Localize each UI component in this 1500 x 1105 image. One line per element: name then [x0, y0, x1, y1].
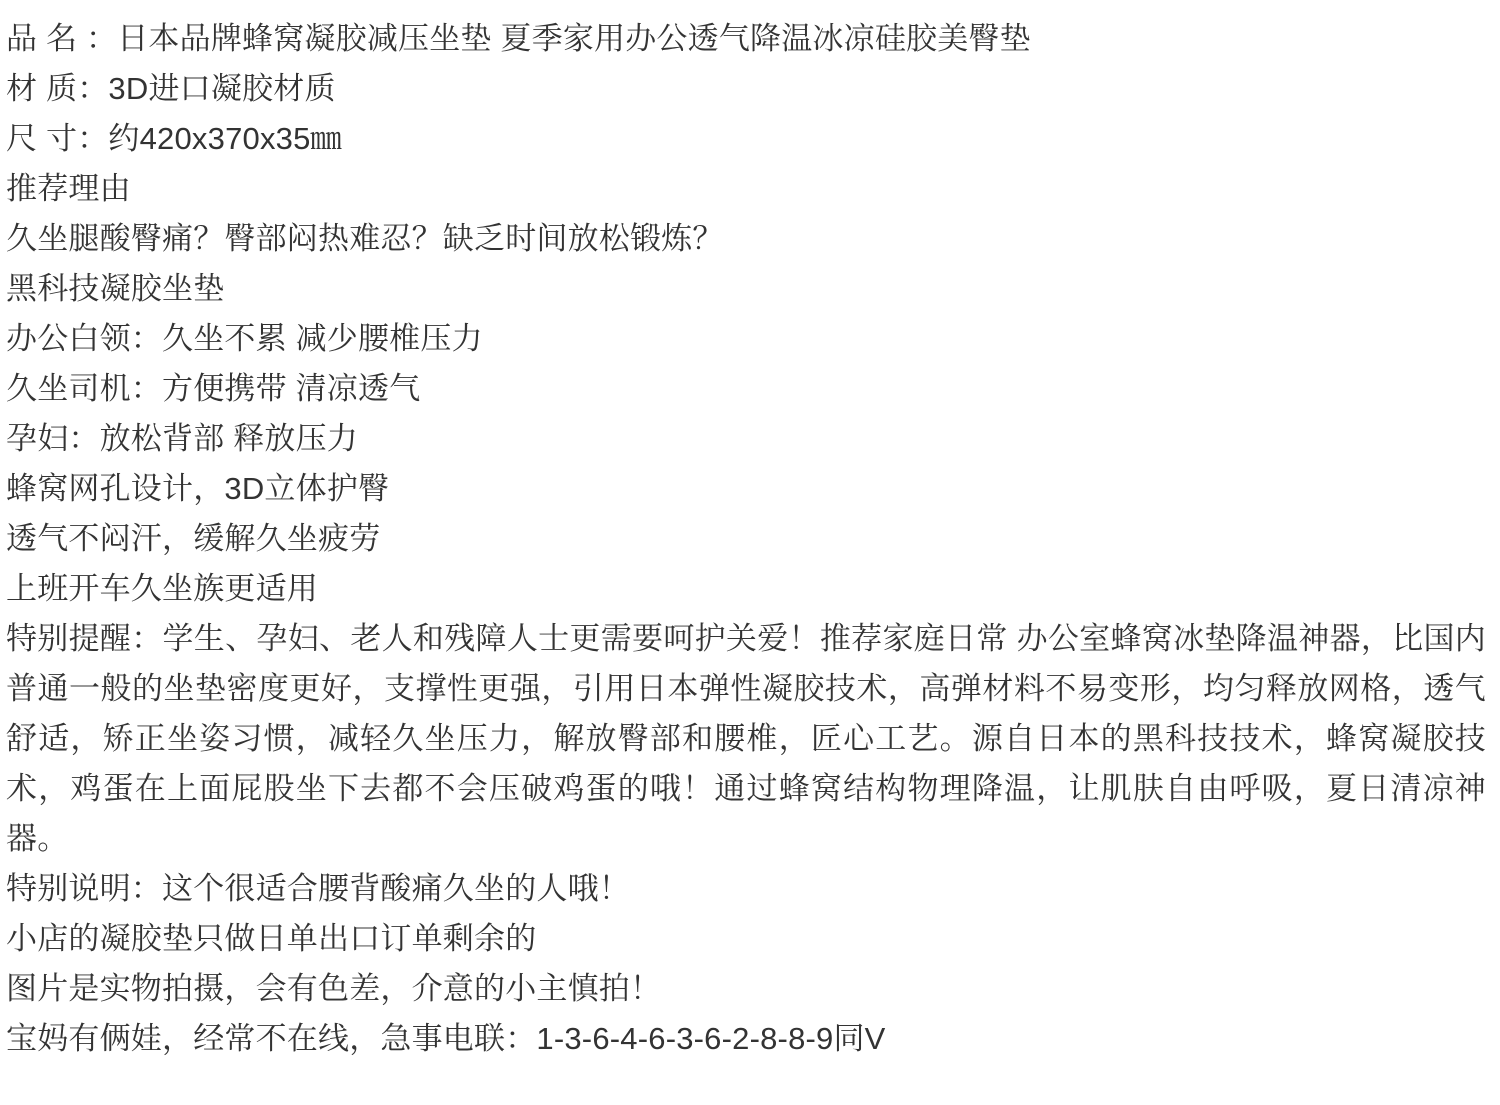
contact-line: 宝妈有俩娃，经常不在线，急事电联：1-3-6-4-6-3-6-2-8-8-9同V [6, 1021, 886, 1056]
recommend-reason-heading: 推荐理由 [6, 171, 131, 206]
tech-cushion-heading: 黑科技凝胶坐垫 [6, 271, 225, 306]
pain-points-line: 久坐腿酸臀痛？臀部闷热难忍？缺乏时间放松锻炼？ [6, 221, 724, 256]
stock-source-line: 小店的凝胶垫只做日单出口订单剩余的 [6, 921, 537, 956]
driver-benefit-line: 久坐司机：方便携带 清凉透气 [6, 371, 421, 406]
product-size-line: 尺 寸：约420x370x35㎜ [6, 121, 342, 156]
pregnant-benefit-line: 孕妇：放松背部 释放压力 [6, 421, 359, 456]
special-reminder-paragraph: 特别提醒：学生、孕妇、老人和残障人士更需要呵护关爱！推荐家庭日常 办公室蜂窝冰垫降温神器，比国内普通一般的坐垫密度更好，支撑性更强，引用日本弹性凝胶技术，高弹材料不易变形，均匀释放网格，透气舒适，矫正坐姿习惯，减轻久坐压力，解放臀部和腰椎，匠心工艺。源自日本的黑科技技术，蜂窝凝胶技术，鸡蛋在上面屁股坐下去都不会压破鸡蛋的哦！通过蜂窝结构物理降温，让肌肤自由呼吸，夏日清凉神器。 [6, 621, 1486, 856]
office-worker-benefit-line: 办公白领：久坐不累 减少腰椎压力 [6, 321, 483, 356]
product-material-line: 材 质：3D进口凝胶材质 [6, 71, 336, 106]
breathable-line: 透气不闷汗，缓解久坐疲劳 [6, 521, 381, 556]
special-note-line: 特别说明：这个很适合腰背酸痛久坐的人哦！ [6, 871, 630, 906]
honeycomb-design-line: 蜂窝网孔设计，3D立体护臀 [6, 471, 390, 506]
photo-disclaimer-line: 图片是实物拍摄，会有色差，介意的小主慎拍！ [6, 971, 662, 1006]
target-user-line: 上班开车久坐族更适用 [6, 571, 318, 606]
product-name-line: 品 名 ：日本品牌蜂窝凝胶减压坐垫 夏季家用办公透气降温冰凉硅胶美臀垫 [6, 21, 1031, 56]
